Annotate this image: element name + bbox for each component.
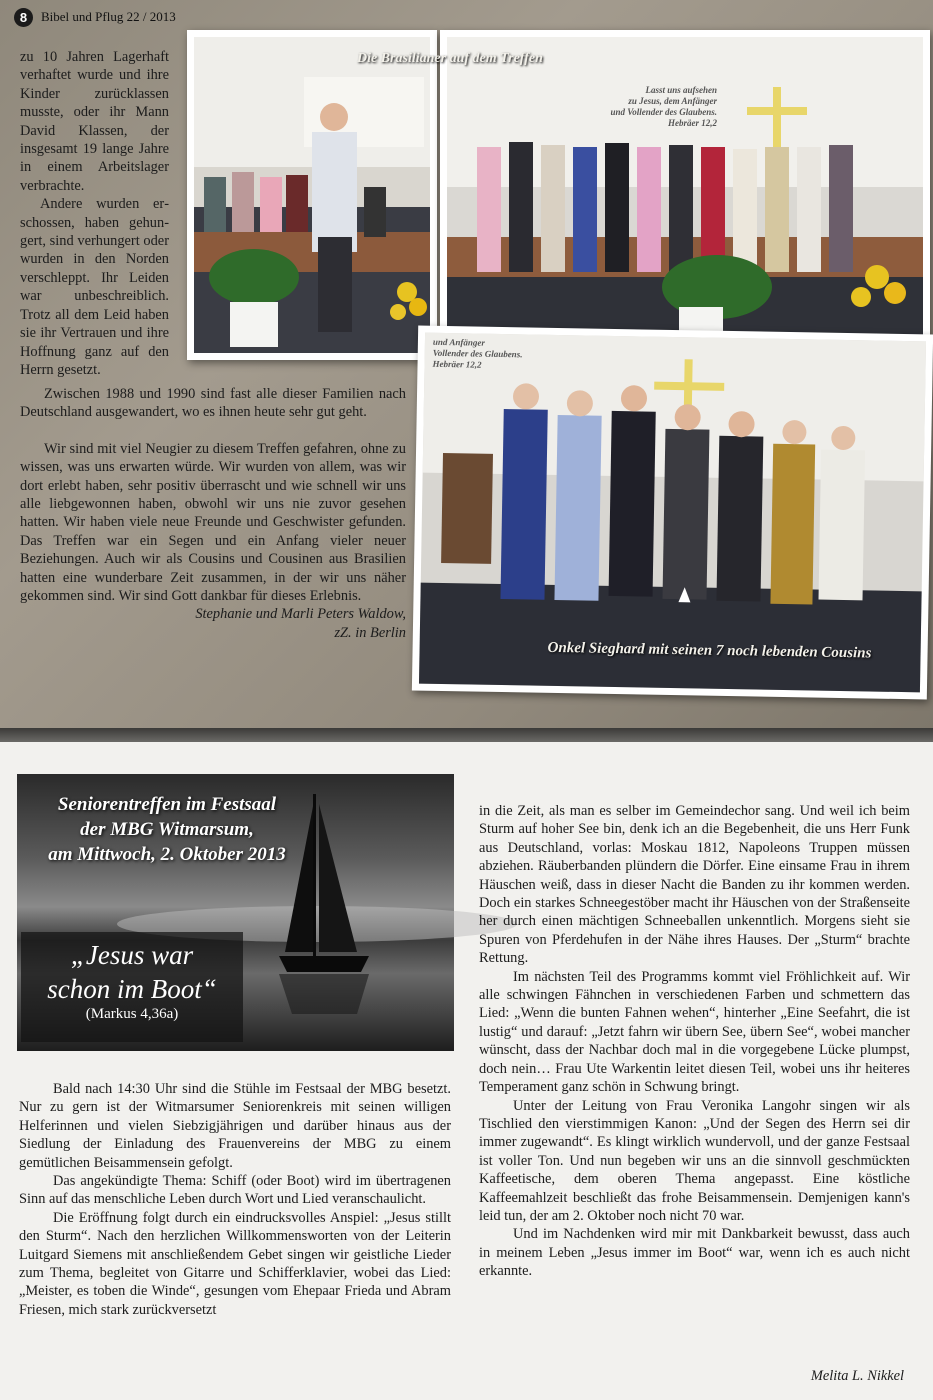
author-name: Melita L. Nikkel — [810, 1368, 904, 1384]
paragraph: Im nächsten Teil des Programms kommt viel Fröhlichkeit auf. Wir alle schwingen Fähnchen in verschiedenen Farben und schmettern das Lied: „Wenn die bunten Fahnen wehen“, hinterher „Eine Seefahrt, die ist lustig“ und darauf: „Jetzt fahrn wir übern See, übern See“, wobei mancher wünscht, dass der Nachbar doch mal in die vorgegebene Lücke plumpst, doch nein… Frau Ute Warkentin leitet diesen Teil, wobei uns ihr heiteres Temperament ganz schön in Schwung bringt. — [479, 968, 910, 1096]
paragraph: in die Zeit, als man es selber im Gemeindechor sang. Und weil ich beim Sturm auf hoher See bin, denk ich an die Begebenheit, die uns Herr Funk aus Deutschland, vorlas: Moskau 1812, Napoleons Truppen müssen abziehen. Räuberbanden plündern die Dörfer. Eine einsame Frau in ihrem Häuschen weiß, dass in dieser Nacht die Banden zu ihr kommen werden. Doch ein starkes Schneegestöber macht ihr Häuschen von der Straßenseite her durch einen mächtigen Schneeballen unkenntlich. Morgens sieht sie Spuren von Pferdehufen in der Nähe ihres Hauses. Der „Sturm“ brachte Rettung. — [479, 803, 910, 967]
signature-line: Stephanie und Marli Peters Waldow, — [195, 606, 406, 623]
article-column-wide — [20, 385, 406, 642]
quote-box — [21, 932, 243, 1042]
paragraph: Unter der Leitung von Frau Veronika Langohr singen wir als Tischlied den vierstimmigen Kanon: „Und der Segen des Herrn sei dir immer zugewandt“. Es klingt wirklich wundervoll, und der ganze Festsaal ist voller Ton. Und nun begeben wir uns an die sinnvoll geschmückten Kaffeetische, dem oberen Thema angepasst. Eine köstliche Kaffeemahlzeit beschließt das frohe Beisammensein. Demjenigen kann's leid tun, der am 2. Oktober noch nicht 70 war. — [479, 1097, 910, 1224]
paragraph: Wir sind mit viel Neugier zu diesem Treffen gefahren, ohne zu wissen, was uns erwarten würde. Wir wurden von allem, was wir dort erlebt haben, sehr positiv überrascht und wie schnell wir uns alle liebgewonnen haben, obwohl wir uns nie zuvor gesehen hatten. Wir haben viele neue Freunde und Geschwister gefunden. Das Treffen war ein Segen und ein Anfang vieler neuer Beziehungen. Auch wir als Cousins und Cousinen aus Brasilien hatten eine wunderbare Zeit zusammen, in der wir uns näher gekommen sind. Wir sind Gott dankbar für dieses Erlebnis. — [20, 440, 406, 605]
paragraph: zu 10 Jahren Lagerhaft verhaftet wurde und ihre Kinder zurücklassen musste, oder ihr Mann David Klassen, der insgesamt 19 lange Jahre in einem Arbeitslager verbrachte. — [20, 49, 169, 194]
article-column-left — [19, 1080, 451, 1319]
photo-cousins — [412, 326, 933, 700]
photo-speaker — [187, 30, 437, 360]
page-header — [14, 6, 176, 28]
photo-caption-bottom: Onkel Sieghard mit seinen 7 noch lebenden Cousins — [547, 639, 872, 662]
quote-line: schon im Boot“ — [47, 974, 217, 1004]
wall-verse: Lasst uns aufsehen zu Jesus, dem Anfänger und Vollender des Glaubens. Hebräer 12,2 — [610, 85, 717, 128]
wall-verse-partial: und Anfänger Vollender des Glaubens. Hebräer 12,2 — [432, 336, 523, 370]
quote-line: „Jesus war — [70, 940, 194, 970]
speaker-photo-image — [194, 37, 430, 353]
quote-reference: (Markus 4,36a) — [85, 1006, 179, 1022]
signature-location: zZ. in Berlin — [334, 624, 406, 641]
page-number: 8 — [14, 8, 33, 27]
page-divider — [0, 728, 933, 742]
photo-caption-top: Die Brasilianer auf dem Treffen — [357, 51, 543, 66]
event-banner — [17, 774, 454, 1051]
cousins-photo-image — [419, 333, 926, 693]
paragraph: Zwischen 1988 und 1990 sind fast alle dieser Familien nach Deutschland ausgewandert, wo es ihnen heute sehr gut geht. — [20, 386, 406, 421]
paragraph: Die Eröffnung folgt durch ein eindrucksvolles Anspiel: „Jesus stillt den Sturm“. Nach den herzlichen Willkommensworten von der Leiterin Luitgard Siemens mit anschließendem Gebet singen wir geistliche Lieder zum Thema, begleitet von Gitarre und Schifferklavier, wobei das Lied: „Meister, es toben die Winde“, gesungen vom Ehepaar Frieda und Abram Friesen, mich stark zurückversetzt — [19, 1209, 451, 1318]
article-column-narrow — [20, 48, 169, 379]
paragraph: Und im Nachdenken wird mir mit Dankbarkeit bewusst, dass auch in meinem Leben „Jesus immer im Boot“ war, wenn ich es auch nicht erkannte. — [479, 1226, 910, 1280]
paragraph: Andere wurden erschossen, haben gehungert, sind verhungert oder wurden in den Norden verschleppt. Ihr Leiden war unbeschreiblich. Trotz all dem Leid haben sie ihr Vertrauen und ihre Hoffnung ganz auf den Herrn gesetzt. — [20, 196, 169, 378]
paragraph: Bald nach 14:30 Uhr sind die Stühle im Festsaal der MBG besetzt. Nur zu gern ist der Witmarsumer Seniorenkreis mit seinen willigen Helferinnen und vielen Siebzigjährigen und darüber hinaus aus der Siedlung der Einladung des Frauenvereins der MBG zu einem gemütlichen Beisammensein gefolgt. — [19, 1081, 451, 1171]
banner-title: Seniorentreffen im Festsaal der MBG Witmarsum, am Mittwoch, 2. Oktober 2013 — [48, 794, 286, 865]
magazine-title: Bibel und Pflug 22 / 2013 — [41, 9, 176, 24]
photo-choir — [357, 30, 930, 360]
bottom-section — [0, 742, 933, 1400]
article-column-right — [479, 802, 910, 1281]
paragraph: Das angekündigte Thema: Schiff (oder Boot) wird im übertragenen Sinn auf das menschliche Leben durch Wort und Lied veranschaulicht. — [19, 1173, 451, 1208]
